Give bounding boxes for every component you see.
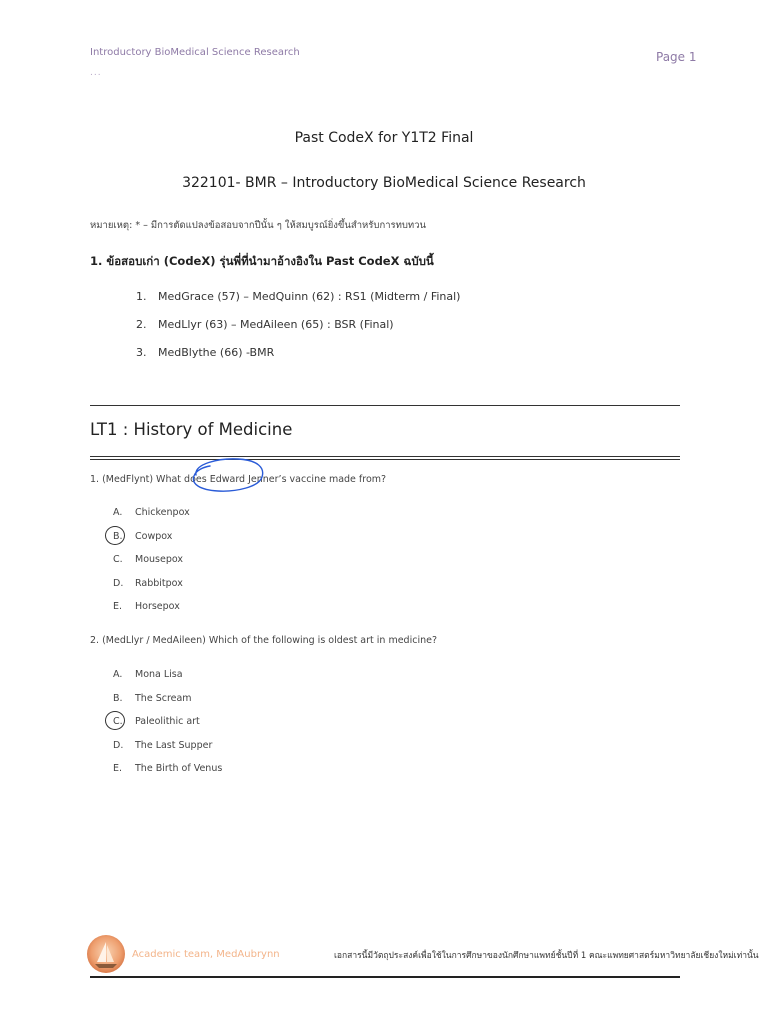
page-number: Page 1: [656, 50, 697, 64]
option-b: [113, 693, 222, 717]
option-letter-text: B.: [113, 530, 123, 542]
option-letter: D.: [113, 739, 124, 751]
option-text: Chickenpox: [135, 507, 190, 518]
section-heading: 1. ข้อสอบเก่า (CodeX) รุ่นพี่ที่นำมาอ้างอิงใน Past CodeX ฉบับนี้: [90, 254, 434, 268]
option-letter: B.: [113, 692, 123, 704]
header-dots: ...: [90, 68, 102, 78]
section-divider-top: [90, 405, 680, 406]
option-letter-text: C.: [113, 716, 123, 727]
footer-note: เอกสารนี้มีวัตถุประสงค์เพื่อใช้ในการศึกษาของนักศึกษาแพทย์ชั้นปีที่ 1 คณะแพทยศาสตร์มหาวิทยาลัยเชียงใหม่เท่านั้น: [334, 951, 759, 961]
option-d: [113, 578, 190, 602]
option-letter: [113, 716, 135, 740]
option-text: The Scream: [135, 692, 192, 704]
answer-circle-icon: [105, 711, 125, 730]
reference-list: [136, 290, 460, 374]
header-title: Introductory BioMedical Science Research: [90, 47, 300, 58]
option-text: The Birth of Venus: [135, 763, 223, 774]
list-number: 2.: [136, 318, 147, 331]
footer-divider: [90, 976, 680, 978]
section-divider-double: [90, 456, 680, 460]
question-1-text: 1. (MedFlynt) What does Edward Jenner’s vaccine made from?: [90, 474, 387, 485]
option-e: [113, 601, 190, 625]
option-c: [113, 716, 222, 740]
option-text: Rabbitpox: [135, 577, 183, 589]
option-e: [113, 763, 222, 787]
list-text: MedLlyr (63) – MedAileen (65) : BSR (Final): [158, 318, 394, 331]
list-number: 1.: [136, 290, 147, 303]
note-text: หมายเหตุ: * – มีการตัดแปลงข้อสอบจากปีนั้น ๆ ให้สมบูรณ์ยิ่งขึ้นสำหรับการทบทวน: [90, 220, 427, 231]
option-text: Mousepox: [135, 554, 183, 565]
option-b: [113, 531, 190, 555]
question-1-options: [113, 507, 190, 625]
option-letter: A.: [113, 669, 123, 680]
answer-circle-icon: [105, 526, 125, 545]
list-item: [136, 346, 460, 374]
footer-team: Academic team, MedAubrynn: [132, 949, 280, 960]
option-letter: C.: [113, 554, 123, 565]
list-number: 3.: [136, 346, 147, 359]
option-letter: E.: [113, 601, 123, 612]
option-letter: E.: [113, 763, 123, 774]
option-text: Cowpox: [135, 530, 173, 542]
list-item: [136, 290, 460, 318]
question-2-text: 2. (MedLlyr / MedAileen) Which of the following is oldest art in medicine?: [90, 635, 438, 646]
option-letter: [113, 531, 135, 555]
list-text: MedGrace (57) – MedQuinn (62) : RS1 (Midterm / Final): [158, 290, 461, 303]
option-a: [113, 669, 222, 693]
option-text: Mona Lisa: [135, 669, 183, 680]
option-text: Horsepox: [135, 601, 180, 612]
option-a: [113, 507, 190, 531]
document-subtitle: 322101- BMR – Introductory BioMedical Science Research: [182, 175, 586, 191]
option-c: [113, 554, 190, 578]
list-item: [136, 318, 460, 346]
lt1-title: LT1 : History of Medicine: [90, 420, 293, 439]
option-letter: D.: [113, 577, 124, 589]
option-text: Paleolithic art: [135, 716, 200, 727]
sailboat-logo-icon: [86, 934, 126, 974]
question-2-options: [113, 669, 222, 787]
option-d: [113, 740, 222, 764]
option-letter: A.: [113, 507, 123, 518]
list-text: MedBlythe (66) -BMR: [158, 346, 275, 359]
document-title: Past CodeX for Y1T2 Final: [294, 130, 474, 146]
option-text: The Last Supper: [135, 739, 213, 751]
